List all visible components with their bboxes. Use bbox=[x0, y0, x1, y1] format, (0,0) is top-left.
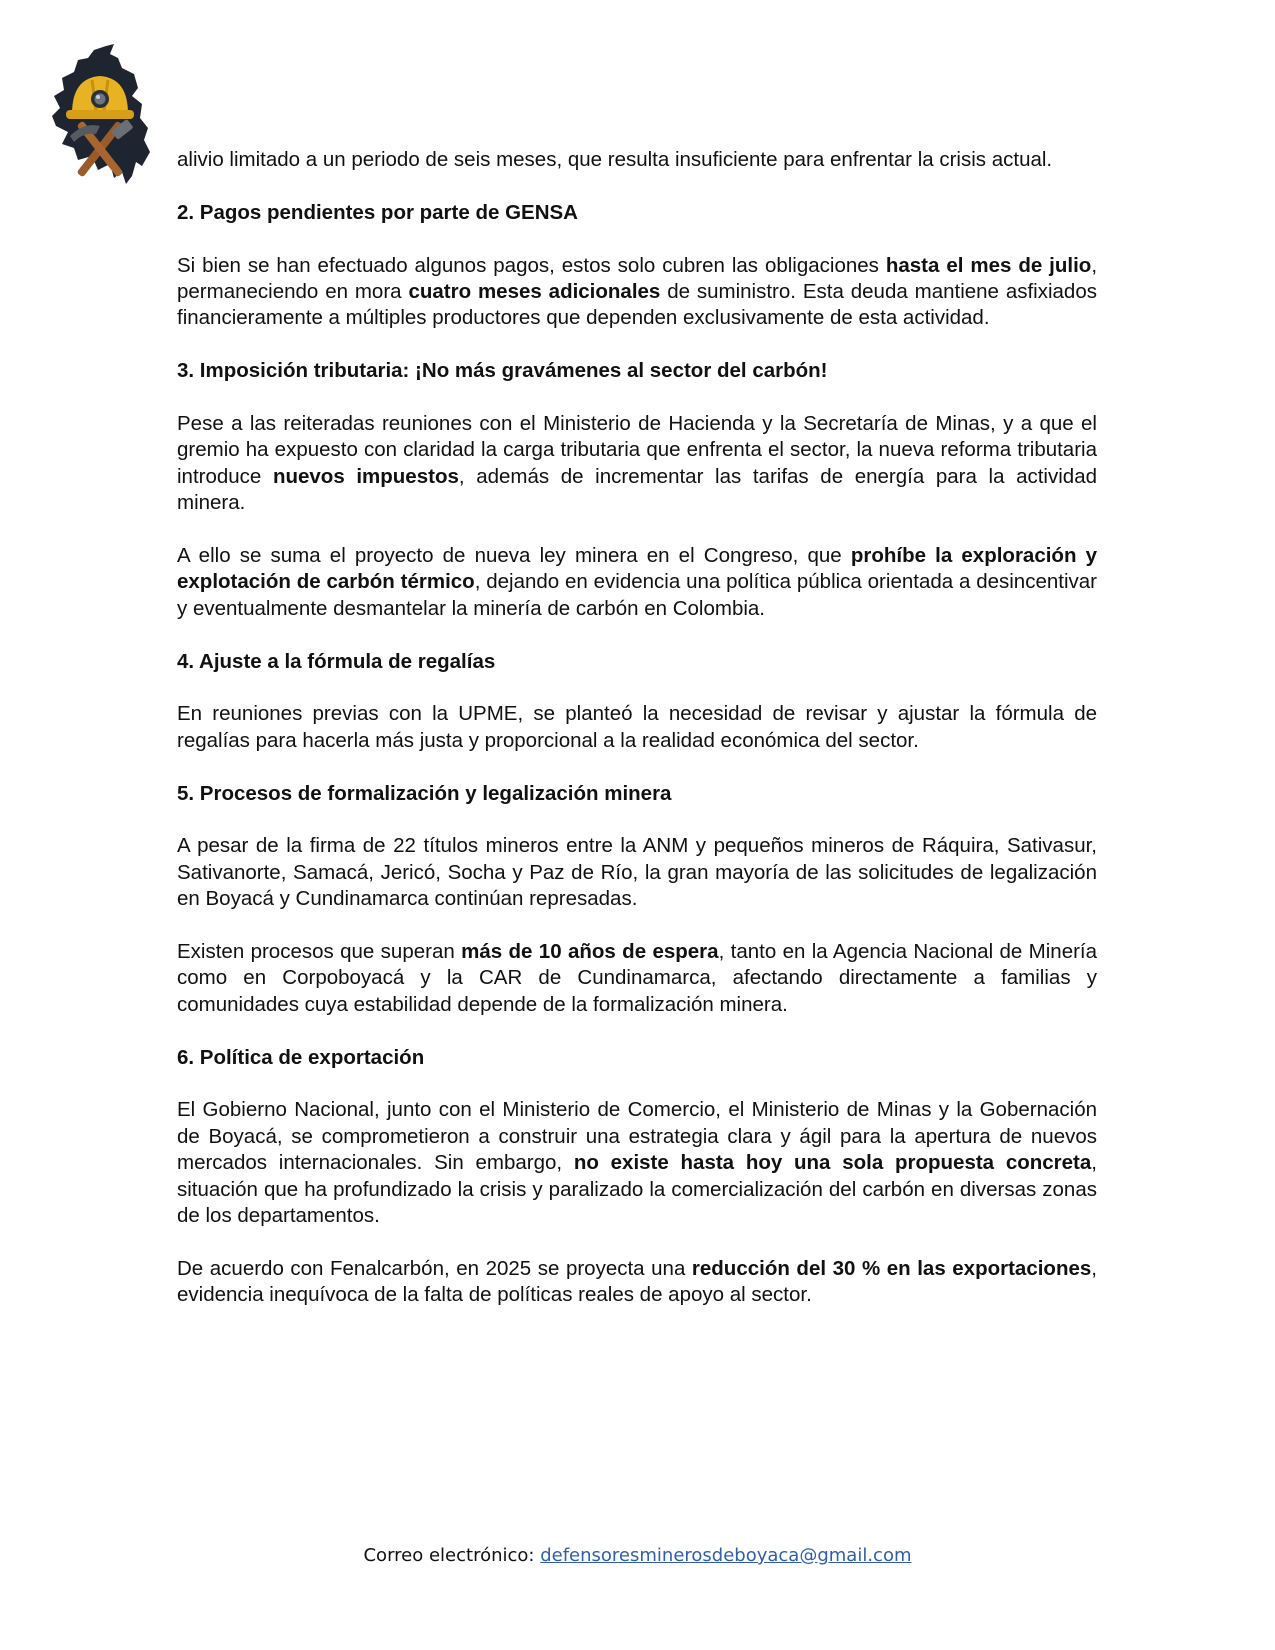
page-footer bbox=[0, 1545, 1275, 1566]
text-run: A pesar de la firma de 22 títulos mineros entre la ANM y pequeños mineros de Ráquira, Sativasur, Sativanorte, Samacá, Jericó, Socha y Paz de Río, la gran mayoría de las solicitudes de legalización en Boyacá y Cundinamarca continúan represadas. bbox=[177, 834, 1097, 911]
footer-email-label: Correo electrónico: bbox=[363, 1545, 541, 1566]
paragraph-export-strategy bbox=[177, 1097, 1097, 1229]
miner-helmet-logo-icon bbox=[48, 44, 152, 190]
bold-text-run: nuevos impuestos bbox=[272, 464, 459, 488]
text-run: , además de incrementar las tarifas de energía para la actividad minera. bbox=[177, 464, 1097, 515]
section-heading-formalization: 5. Procesos de formalización y legalización minera bbox=[177, 781, 672, 805]
paragraph-export-reduction bbox=[177, 1256, 1097, 1309]
logo-graphic bbox=[48, 44, 152, 190]
bold-text-run: reducción del 30 % en las exportaciones bbox=[691, 1256, 1092, 1280]
text-run: , tanto en la Agencia Nacional de Minería como en Corpoboyacá y la CAR de Cundinamarca, afectando directamente a familias y comunidades cuya estabilidad depende de la formalización minera. bbox=[177, 940, 1098, 1016]
document-body bbox=[177, 147, 1097, 1335]
text-run: Pese a las reiteradas reuniones con el Ministerio de Hacienda y la Secretaría de Minas, y a que el gremio ha expuesto con claridad la carga tributaria que enfrenta el sector, la nueva reforma tributaria introduce bbox=[177, 412, 1097, 488]
footer-email-link[interactable]: defensoresminerosdeboyaca@gmail.com bbox=[540, 1545, 912, 1566]
bold-text-run: más de 10 años de espera bbox=[461, 940, 719, 964]
section-heading-export-policy: 6. Política de exportación bbox=[177, 1045, 425, 1069]
paragraph-royalties bbox=[177, 701, 1097, 754]
paragraph-mining-law bbox=[177, 543, 1097, 622]
bold-text-run: hasta el mes de julio bbox=[885, 253, 1092, 277]
paragraph-waiting-processes bbox=[177, 939, 1097, 1018]
bold-text-run: no existe hasta hoy una sola propuesta concreta bbox=[573, 1151, 1092, 1175]
text-run: De acuerdo con Fenalcarbón, en 2025 se proyecta una bbox=[177, 1256, 692, 1280]
paragraph-tax-reform bbox=[177, 411, 1097, 517]
section-heading-gensa-payments: 2. Pagos pendientes por parte de GENSA bbox=[177, 200, 578, 224]
intro-paragraph: alivio limitado a un periodo de seis meses, que resulta insuficiente para enfrentar la crisis actual. bbox=[177, 148, 1053, 171]
text-run: A ello se suma el proyecto de nueva ley minera en el Congreso, que bbox=[177, 544, 851, 568]
bold-text-run: prohíbe la exploración y explotación de carbón térmico bbox=[177, 544, 1098, 594]
text-run: El Gobierno Nacional, junto con el Ministerio de Comercio, el Ministerio de Minas y la Gobernación de Boyacá, se comprometieron a construir una estrategia clara y ágil para la apertura de nuevos mercados internacionales. Sin embargo, bbox=[177, 1098, 1097, 1175]
bold-text-run: cuatro meses adicionales bbox=[408, 280, 661, 303]
text-run: Si bien se han efectuado algunos pagos, estos solo cubren las obligaciones bbox=[177, 253, 886, 277]
text-run: , situación que ha profundizado la crisis y paralizado la comercialización del carbón en diversas zonas de los departamentos. bbox=[177, 1151, 1097, 1228]
section-heading-royalties: 4. Ajuste a la fórmula de regalías bbox=[177, 649, 496, 673]
text-run: de suministro. Esta deuda mantiene asfixiados financieramente a múltiples productores que dependen exclusivamente de esta actividad. bbox=[177, 280, 1097, 330]
text-run: En reuniones previas con la UPME, se planteó la necesidad de revisar y ajustar la fórmula de regalías para hacerla más justa y proporcional a la realidad económica del sector. bbox=[177, 702, 1097, 752]
text-run: , evidencia inequívoca de la falta de políticas reales de apoyo al sector. bbox=[177, 1256, 1097, 1307]
text-run: , dejando en evidencia una política pública orientada a desincentivar y eventualmente desmantelar la minería de carbón en Colombia. bbox=[177, 570, 1097, 620]
paragraph-gensa-payments bbox=[177, 253, 1097, 332]
section-heading-tax-imposition: 3. Imposición tributaria: ¡No más gravámenes al sector del carbón! bbox=[177, 359, 828, 383]
text-run: , permaneciendo en mora bbox=[177, 253, 1098, 303]
text-run: Existen procesos que superan bbox=[177, 940, 462, 964]
paragraph-mining-titles bbox=[177, 833, 1097, 912]
